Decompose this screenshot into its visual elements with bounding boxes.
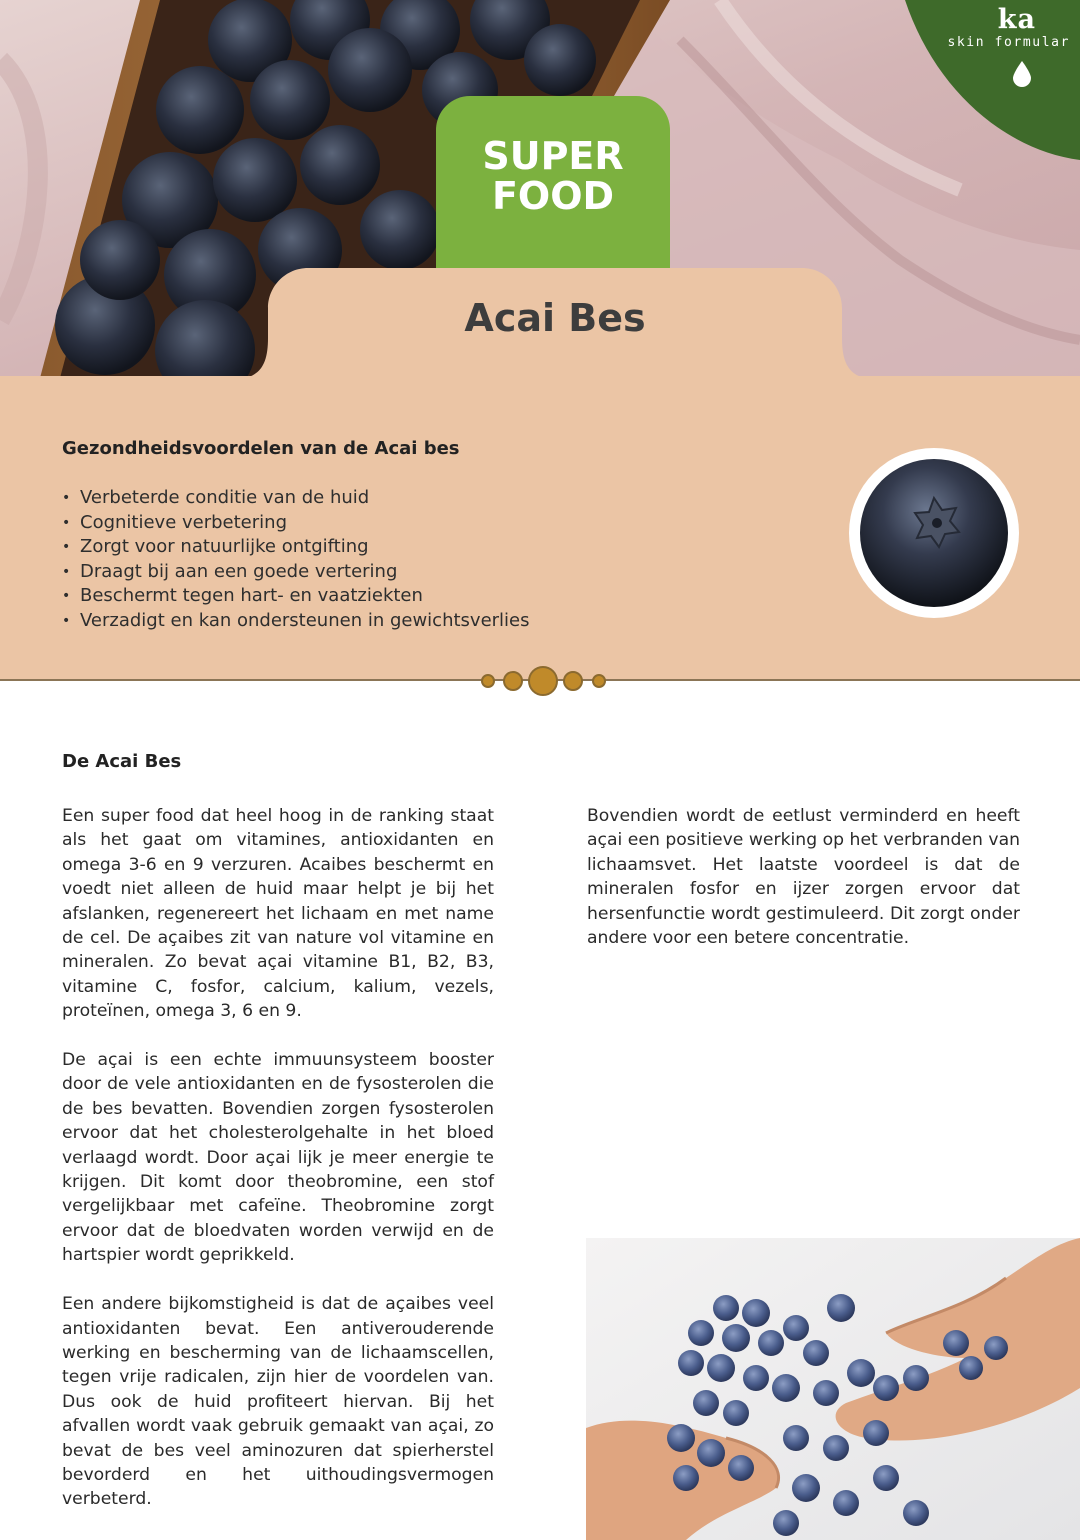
list-item: • Verbeterde conditie van de huid bbox=[62, 486, 530, 511]
article-column-right bbox=[587, 804, 1020, 975]
list-item: • Beschermt tegen hart- en vaatziekten bbox=[62, 584, 530, 609]
article-column-left bbox=[62, 804, 494, 1536]
list-item: • Draagt bij aan een goede vertering bbox=[62, 560, 530, 585]
brand-logo bbox=[895, 0, 1080, 160]
article-paragraph: De açai is een echte immuunsysteem booster door de vele antioxidanten en de fysosterolen die de bes bevatten. Bovendien zorgen fysosterolen ervoor dat het cholesterolgehalte in het bloed verlaagd wordt. Door açai lijk je meer energie te krijgen. Dit komt door theobromine, een stof vergelijkbaar met cafeïne. Theobromine zorgt ervoor dat de bloedvaten worden verwijd en de hartspier wordt geprikkeld. bbox=[62, 1050, 494, 1266]
logo-mark: ka bbox=[997, 4, 1036, 35]
article-heading: De Acai Bes bbox=[62, 751, 182, 772]
list-item: • Verzadigt en kan ondersteunen in gewichtsverlies bbox=[62, 609, 530, 634]
badge-line-1: SUPER bbox=[482, 134, 624, 178]
logo-text: skin formular bbox=[947, 35, 1070, 50]
water-drop-icon bbox=[1011, 60, 1033, 88]
list-item: • Zorgt voor natuurlijke ontgifting bbox=[62, 535, 530, 560]
page-title: Acai Bes bbox=[464, 296, 646, 340]
super-food-badge bbox=[436, 96, 670, 276]
berry-closeup-image bbox=[849, 448, 1019, 618]
badge-line-2: FOOD bbox=[491, 174, 615, 218]
logo-background bbox=[895, 0, 1080, 160]
list-item: • Cognitieve verbetering bbox=[62, 511, 530, 536]
article-paragraph: Een andere bijkomstigheid is dat de açaibes veel antioxidanten bevat. Een antiverouderende werking en bescherming van de lichaamscellen, tegen vrije radicalen, zijn hier de voordelen van. Dus ook de huid profiteert hiervan. Bij het afvallen wordt vaak gebruik gemaakt van açai, zo bevat de bes veel aminozuren dat spierherstel bevorderd en het uithoudingsvermogen verbeterd. bbox=[62, 1294, 494, 1510]
hands-with-berries-image bbox=[586, 1238, 1080, 1540]
benefits-heading: Gezondheidsvoordelen van de Acai bes bbox=[62, 438, 460, 459]
article-paragraph: Bovendien wordt de eetlust verminderd en heeft açai een positieve werking op het verbranden van lichaamsvet. Het laatste voordeel is dat de mineralen fosfor en ijzer zorgen ervoor dat hersenfunctie wordt gestimuleerd. Dit zorgt onder andere voor een betere concentratie. bbox=[587, 806, 1020, 949]
article-paragraph: Een super food dat heel hoog in de ranking staat als het gaat om vitamines, antioxidanten en omega 3-6 en 9 verzuren. Acaibes beschermt en voedt niet alleen de huid maar helpt je bij het afslanken, regenereert het lichaam en met name de cel. De açaibes zit van nature vol vitamine en mineralen. Zo bevat açai vitamine B1, B2, B3, vitamine C, fosfor, calcium, kalium, vezels, proteïnen, omega 3, 6 en 9. bbox=[62, 806, 494, 1022]
benefits-list bbox=[62, 486, 530, 634]
ornament-divider bbox=[0, 665, 1080, 701]
